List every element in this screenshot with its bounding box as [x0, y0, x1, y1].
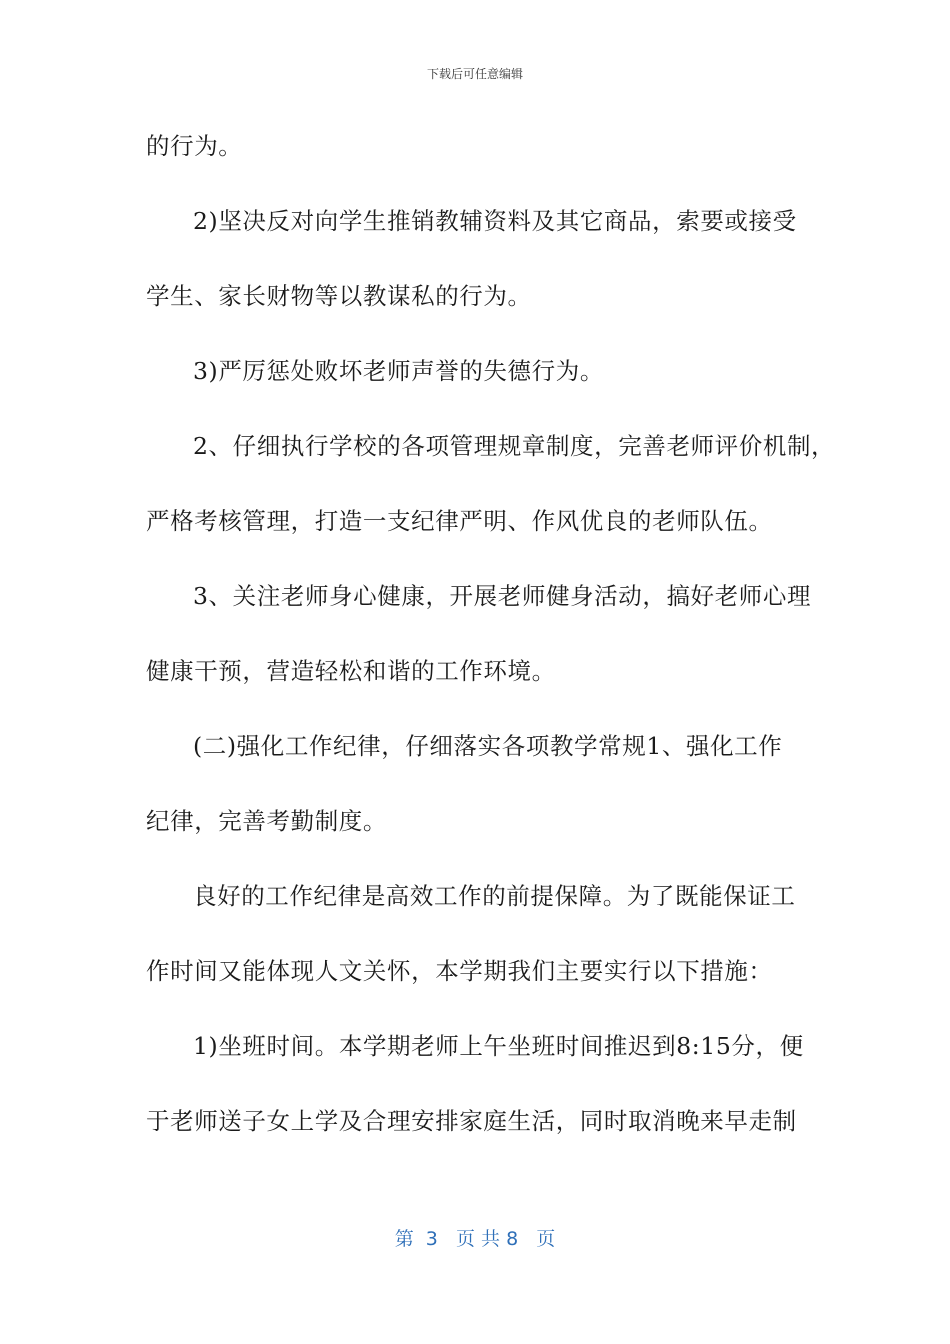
text-line: 严格考核管理，打造一支纪律严明、作风优良的老师队伍。 [146, 507, 773, 535]
text-line: 于老师送子女上学及合理安排家庭生活，同时取消晚来早走制 [146, 1107, 797, 1135]
page-header-note: 下载后可任意编辑 [426, 67, 523, 81]
text-line: 纪律，完善考勤制度。 [146, 807, 387, 835]
text-line: 良好的工作纪律是高效工作的前提保障。为了既能保证工 [193, 882, 796, 910]
text-line: 的行为。 [146, 132, 243, 160]
text-line: 学生、家长财物等以教谋私的行为。 [146, 282, 532, 310]
text-line: 2、仔细执行学校的各项管理规章制度，完善老师评价机制， [193, 432, 836, 460]
text-line: 作时间又能体现人文关怀，本学期我们主要实行以下措施： [146, 957, 773, 985]
text-line: 3)严厉惩处败坏老师声誉的失德行为。 [193, 357, 604, 385]
text-line: (二)强化工作纪律，仔细落实各项教学常规1、强化工作 [193, 732, 783, 760]
text-line: 3、关注老师身心健康，开展老师健身活动，搞好老师心理 [193, 582, 812, 610]
page-number-footer: 第 3 页 共 8 页 [394, 1228, 556, 1250]
text-line: 健康干预，营造轻松和谐的工作环境。 [146, 657, 556, 685]
text-line: 2)坚决反对向学生推销教辅资料及其它商品，索要或接受 [193, 207, 797, 235]
text-line: 1)坐班时间。本学期老师上午坐班时间推迟到8:15分，便 [193, 1032, 804, 1060]
